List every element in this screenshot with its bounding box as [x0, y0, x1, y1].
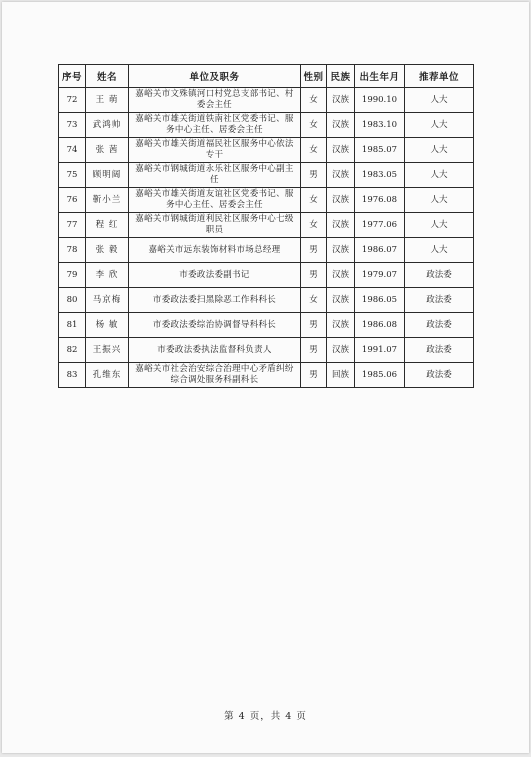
cell-unit: 市委政法委副书记 [129, 263, 301, 288]
cell-birth: 1986.08 [355, 313, 405, 338]
cell-unit: 嘉峪关市文殊镇河口村党总支部书记、村委会主任 [129, 88, 301, 113]
cell-ethnicity: 汉族 [327, 138, 355, 163]
cell-name: 顾明阔 [86, 163, 129, 188]
cell-name: 张 毅 [86, 238, 129, 263]
table-row [59, 188, 474, 213]
cell-gender: 女 [301, 88, 327, 113]
cell-recommender: 人大 [405, 188, 474, 213]
cell-recommender: 人大 [405, 213, 474, 238]
cell-ethnicity: 汉族 [327, 338, 355, 363]
cell-unit: 嘉峪关市远东装饰材料市场总经理 [129, 238, 301, 263]
cell-gender: 女 [301, 213, 327, 238]
cell-ethnicity: 汉族 [327, 213, 355, 238]
cell-name: 王 萌 [86, 88, 129, 113]
cell-gender: 男 [301, 363, 327, 388]
cell-unit: 嘉峪关市钢城街道永乐社区服务中心副主任 [129, 163, 301, 188]
cell-recommender: 人大 [405, 113, 474, 138]
cell-recommender: 政法委 [405, 363, 474, 388]
cell-unit: 市委政法委扫黑除恶工作科科长 [129, 288, 301, 313]
cell-no: 76 [59, 188, 86, 213]
cell-unit: 嘉峪关市社会治安综合治理中心矛盾纠纷综合调处服务科副科长 [129, 363, 301, 388]
table-row [59, 338, 474, 363]
cell-name: 张 茜 [86, 138, 129, 163]
header-gender: 性别 [301, 65, 327, 88]
candidate-table [58, 64, 474, 388]
table-row [59, 238, 474, 263]
table-row [59, 88, 474, 113]
page-footer: 第 4 页，共 4 页 [224, 711, 307, 722]
cell-birth: 1990.10 [355, 88, 405, 113]
cell-no: 80 [59, 288, 86, 313]
cell-no: 74 [59, 138, 86, 163]
cell-ethnicity: 汉族 [327, 313, 355, 338]
table-row [59, 313, 474, 338]
cell-name: 杨 敏 [86, 313, 129, 338]
cell-ethnicity: 汉族 [327, 113, 355, 138]
header-no: 序号 [59, 65, 86, 88]
cell-no: 79 [59, 263, 86, 288]
header-birth: 出生年月 [355, 65, 405, 88]
cell-recommender: 政法委 [405, 288, 474, 313]
cell-recommender: 政法委 [405, 313, 474, 338]
cell-no: 83 [59, 363, 86, 388]
header-unit: 单位及职务 [129, 65, 301, 88]
cell-gender: 女 [301, 188, 327, 213]
cell-recommender: 人大 [405, 163, 474, 188]
cell-name: 武鸿帅 [86, 113, 129, 138]
cell-unit: 嘉峪关市雄关街道福民社区服务中心依法专干 [129, 138, 301, 163]
cell-unit: 嘉峪关市钢城街道利民社区服务中心七级职员 [129, 213, 301, 238]
cell-no: 72 [59, 88, 86, 113]
cell-birth: 1976.08 [355, 188, 405, 213]
cell-name: 王振兴 [86, 338, 129, 363]
header-recommender: 推荐单位 [405, 65, 474, 88]
cell-birth: 1983.10 [355, 113, 405, 138]
header-ethnicity: 民族 [327, 65, 355, 88]
cell-recommender: 政法委 [405, 263, 474, 288]
cell-birth: 1986.05 [355, 288, 405, 313]
cell-ethnicity: 汉族 [327, 88, 355, 113]
cell-birth: 1979.07 [355, 263, 405, 288]
table-row [59, 138, 474, 163]
cell-gender: 男 [301, 338, 327, 363]
cell-no: 78 [59, 238, 86, 263]
cell-no: 82 [59, 338, 86, 363]
cell-unit: 嘉峪关市雄关街道友谊社区党委书记、服务中心主任、居委会主任 [129, 188, 301, 213]
cell-unit: 市委政法委综治协调督导科科长 [129, 313, 301, 338]
cell-gender: 女 [301, 288, 327, 313]
cell-ethnicity: 汉族 [327, 238, 355, 263]
cell-recommender: 人大 [405, 238, 474, 263]
cell-gender: 男 [301, 313, 327, 338]
cell-birth: 1985.06 [355, 363, 405, 388]
table-row [59, 213, 474, 238]
cell-ethnicity: 汉族 [327, 163, 355, 188]
table-row [59, 363, 474, 388]
cell-name: 程 红 [86, 213, 129, 238]
cell-recommender: 人大 [405, 138, 474, 163]
cell-no: 81 [59, 313, 86, 338]
cell-birth: 1991.07 [355, 338, 405, 363]
cell-no: 77 [59, 213, 86, 238]
header-name: 姓名 [86, 65, 129, 88]
cell-gender: 男 [301, 238, 327, 263]
cell-gender: 男 [301, 163, 327, 188]
cell-gender: 女 [301, 138, 327, 163]
cell-gender: 女 [301, 113, 327, 138]
cell-no: 73 [59, 113, 86, 138]
cell-recommender: 政法委 [405, 338, 474, 363]
table-row [59, 113, 474, 138]
cell-name: 李 欣 [86, 263, 129, 288]
cell-ethnicity: 汉族 [327, 188, 355, 213]
cell-unit: 嘉峪关市雄关街道铁南社区党委书记、服务中心主任、居委会主任 [129, 113, 301, 138]
document-page [2, 2, 529, 753]
cell-unit: 市委政法委执法监督科负责人 [129, 338, 301, 363]
cell-name: 马京梅 [86, 288, 129, 313]
cell-birth: 1985.07 [355, 138, 405, 163]
table-row [59, 263, 474, 288]
cell-birth: 1977.06 [355, 213, 405, 238]
cell-no: 75 [59, 163, 86, 188]
cell-gender: 男 [301, 263, 327, 288]
cell-ethnicity: 回族 [327, 363, 355, 388]
cell-ethnicity: 汉族 [327, 288, 355, 313]
cell-ethnicity: 汉族 [327, 263, 355, 288]
cell-birth: 1986.07 [355, 238, 405, 263]
table-row [59, 163, 474, 188]
table-body [59, 88, 474, 388]
table-header-row [59, 65, 474, 88]
cell-recommender: 人大 [405, 88, 474, 113]
table-row [59, 288, 474, 313]
cell-birth: 1983.05 [355, 163, 405, 188]
cell-name: 孔维东 [86, 363, 129, 388]
cell-name: 靳小兰 [86, 188, 129, 213]
